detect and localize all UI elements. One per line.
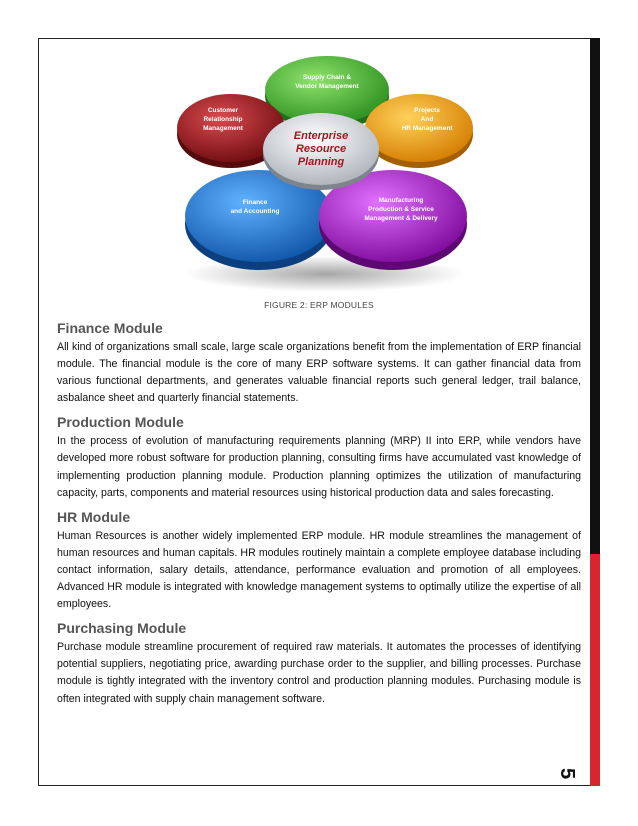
figure-caption: FIGURE 2: ERP MODULES [264, 300, 374, 310]
segment-finance-label-1: Finance [242, 199, 268, 206]
section-heading: Production Module [57, 414, 184, 431]
segment-crm-label-3: Management [203, 125, 243, 132]
content [57, 320, 581, 715]
side-bar-dark [590, 38, 600, 554]
section-purchasing [57, 620, 581, 707]
page-number: 5 [556, 767, 579, 780]
section-heading: HR Module [57, 508, 131, 525]
section-finance [57, 320, 581, 407]
section-body: All kind of organizations small scale, large scale organizations benefit from the implementation of ERP financial module. The financial module is the core of many ERP software systems. It can gather financial data from various functional departments, and generates valuable financial reports such general ledger, trail balance, asbalance sheet and quarterly financial statements. [57, 341, 581, 405]
center-label-1: Enterprise [293, 130, 349, 142]
segment-crm-label-1: Customer [207, 107, 239, 114]
segment-supply-label-2: Vendor Management [295, 83, 359, 90]
section-heading: Purchasing Module [57, 620, 187, 637]
side-bar-red [590, 554, 600, 786]
section-body: In the process of evolution of manufacturing requirements planning (MRP) II into ERP, while vendors have developed more robust software for production planning, consulting firms have accumulated vast knowledge of implementing production planning module. Production planning optimizes the utilization of manufacturing capacity, parts, components and material resources using historical production data and sales forecasting. [57, 435, 581, 499]
segment-finance-label-2: and Accounting [230, 208, 280, 215]
section-hr [57, 509, 581, 613]
segment-crm-label-2: Relationship [203, 116, 243, 123]
segment-projects-label-1: Projects [414, 107, 440, 114]
center-label-2: Resource [295, 143, 347, 155]
section-body: Purchase module streamline procurement of required raw materials. It automates the processes of identifying potential suppliers, negotiating price, awarding purchase order to the supplier, and billing processes. Purchase module is tightly integrated with the inventory control and production planning modules. Purchasing module is often integrated with supply chain management software. [57, 641, 581, 705]
segment-manufacturing-label-3: Management & Delivery [364, 215, 438, 222]
erp-modules-diagram [175, 52, 475, 292]
center-label-3: Planning [297, 156, 345, 168]
segment-manufacturing-label-2: Production & Service [368, 206, 434, 213]
section-production [57, 414, 581, 501]
segment-manufacturing-label-1: Manufacturing [378, 197, 424, 204]
segment-supply-label-1: Supply Chain & [302, 74, 352, 81]
section-heading: Finance Module [57, 320, 163, 336]
center-hub [263, 113, 379, 190]
segment-projects [365, 94, 473, 168]
segment-projects-label-3: HR Management [401, 125, 453, 132]
segment-projects-label-2: And [420, 116, 434, 123]
section-body: Human Resources is another widely implemented ERP module. HR module streamlines the management of human resources and human capitals. HR modules routinely maintain a complete employee database including contact information, salary details, attendance, performance evaluation and promotion of all employees. Advanced HR module is integrated with knowledge management systems to optimally utilize the expertise of all employees. [57, 529, 581, 611]
